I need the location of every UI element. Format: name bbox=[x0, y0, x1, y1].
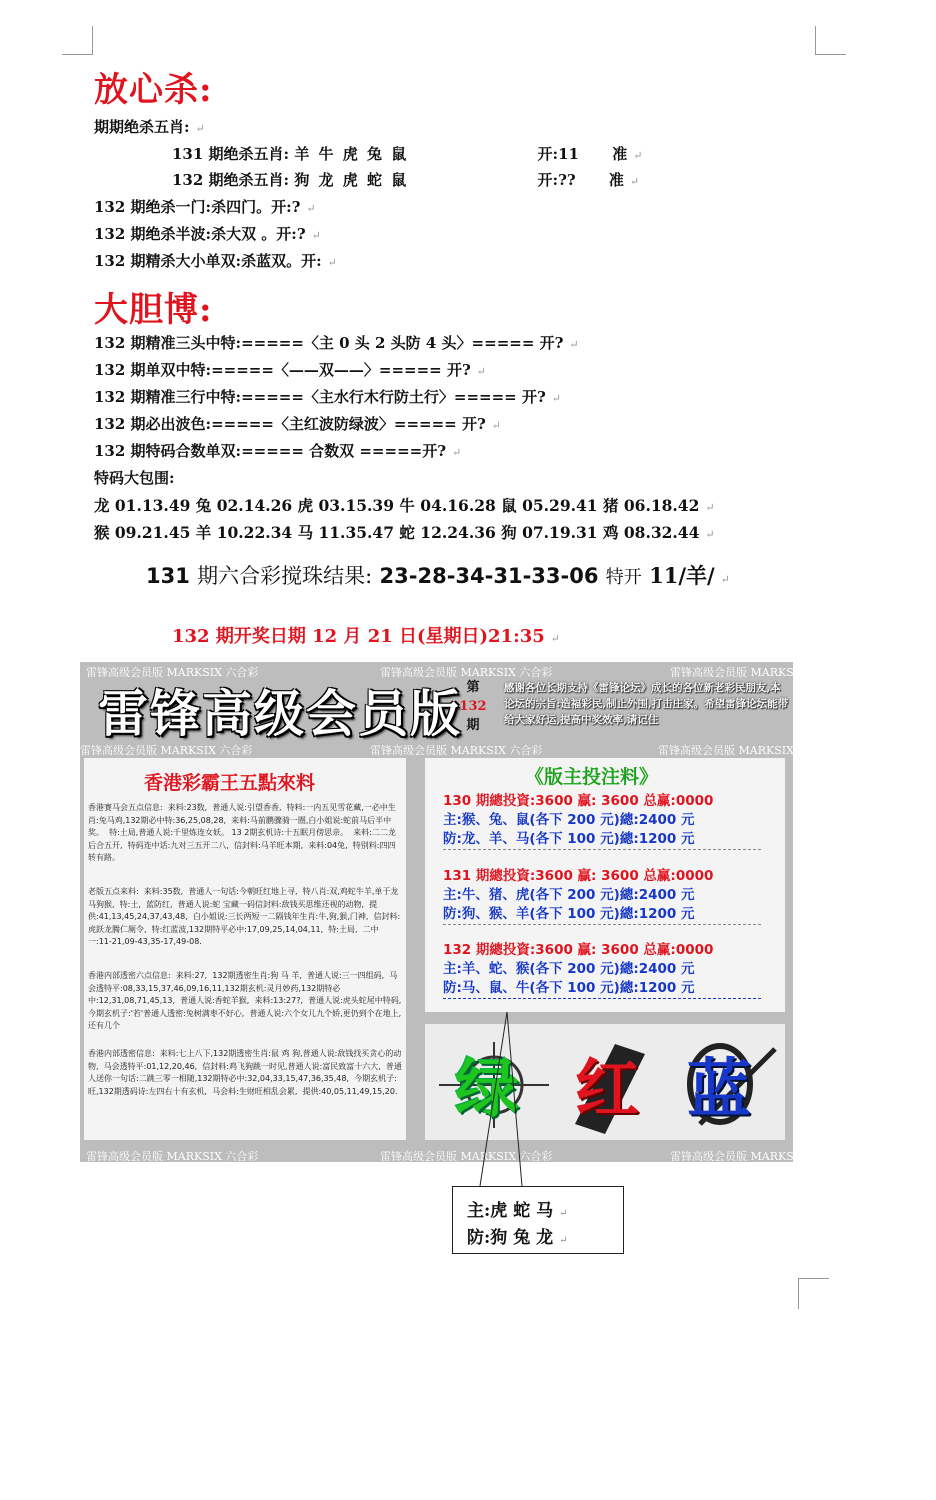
kill-bigsmall-line: 132 期精杀大小单双:杀蓝双。开: ↵ bbox=[94, 252, 337, 270]
left-text-block: 香港内部透密信息: 来料:七上八下,132期透密生肖:鼠 鸡 狗,普通人说:敌钱找买贪心的动物, 马会透特平:01,12,20,46, 信封料:鸡飞狗跳一时见,普通人说:富民致富十六大, 普通人送你一句话:二跳三零一相随,132期特必中:32,04,33,15,47,36,35,48, 今期玄机子:旺,132期透码诗:左四右十有玄机, 马会料:生财旺相乱会累, 提供:40,05,11,49,15,20. bbox=[88, 1049, 402, 1096]
wrap-title: 特码大包围: bbox=[94, 469, 175, 487]
kill-five-132: 132 期绝杀五肖: 狗 龙 虎 蛇 鼠 开:?? 准 ↵ bbox=[172, 171, 640, 189]
bold-bet-line: 132 期特码合数单双:===== 合数双 =====开? ↵ bbox=[94, 442, 462, 460]
block-fang-130: 防:龙、羊、马(各下 100 元)總:1200 元 bbox=[443, 831, 695, 847]
block-header-132: 132 期總投資:3600 贏: 3600 总赢:0000 bbox=[443, 942, 714, 958]
zodiac-row-2: 猴 09.21.45 羊 10.22.34 马 11.35.47 蛇 12.24.36 狗 07.19.31 鸡 08.32.44 ↵ bbox=[94, 523, 715, 542]
left-text-block: 香港赛马会五点信息: 来料:23数, 普通人说:引望香香, 特料:一内五见雪花藏,一必中生肖:兔马鸡,132期必中特:36,25,08,28, 来料:马前鹏骤骑一圈,白小姐说:蛇前马后半中奖。 特:土局,普通人说:千里炼连女妖。 13 2期玄机诗:十五眠月傍思亲。 来料:二二龙后合五开, 特码连中话:九对三五开二八, 信封料:马羊旺本期, 来料:04兔, 特别料:四四转有路。 bbox=[88, 803, 396, 862]
kill-halfwave-line: 132 期绝杀半波:杀大双 。开:? ↵ bbox=[94, 225, 321, 243]
intro-line: 期期绝杀五肖: ↵ bbox=[94, 118, 205, 136]
bold-bet-line: 132 期单双中特:=====〈——双——〉===== 开? ↵ bbox=[94, 361, 486, 379]
callout-fang: 防:狗 兔 龙 ↵ bbox=[467, 1228, 568, 1248]
section-title-dadanbo: 大胆博: bbox=[94, 290, 213, 330]
callout-main: 主:虎 蛇 马 ↵ bbox=[467, 1201, 568, 1221]
block-main-130: 主:猴、兔、鼠(各下 200 元)總:2400 元 bbox=[443, 812, 695, 828]
block-header-131: 131 期總投資:3600 贏: 3600 总赢:0000 bbox=[443, 868, 714, 884]
block-fang-132: 防:马、鼠、牛(各下 100 元)總:1200 元 bbox=[443, 980, 695, 996]
result-line: 131 期六合彩搅珠结果: 23-28-34-31-33-06 特开 11/羊/ ↵ bbox=[146, 563, 730, 588]
poster-title: 雷锋高级会员版 bbox=[98, 684, 462, 743]
watermark-bottom: 雷锋高级会员版 MARKSIX 六合彩 bbox=[86, 1150, 259, 1163]
watermark-top: 雷锋高级会员版 MARKSIX 六合彩 bbox=[86, 666, 259, 679]
kill-men-line: 132 期绝杀一门:杀四门。开:? ↵ bbox=[94, 198, 316, 216]
block-fang-131: 防:狗、猴、羊(各下 100 元)總:1200 元 bbox=[443, 906, 695, 922]
green-wave-char: 绿 bbox=[455, 1052, 519, 1127]
left-text-block: 老版五点来料: 来料:35数, 普通人一句话:今朝旺红地上寻, 特八肖:双,鸡蛇牛羊,单于龙马狗猴, 特:土, 蓝防红, 普通人说:蛇 宝藏一码信封料:敌钱买思维还视的动物, 提供:41,13,45,24,37,43,48, 白小姐说:三长两短一二隔钱年生肖:牛,狗,猴,门神, 信封料:虎跃龙腾仁厕令, 特:红蓝波,132期特平必中:17,09,25,14,04,11, 特:土局, 二中一:11-21,09-43,35-17,49-08. bbox=[88, 887, 401, 946]
bold-bet-line: 132 期必出波色:=====〈主红波防绿波〉===== 开? ↵ bbox=[94, 415, 501, 433]
bold-bet-line: 132 期精准三头中特:=====〈主 0 头 2 头防 4 头〉===== 开? ↵ bbox=[94, 334, 579, 352]
watermark-mid: 雷锋高级会员版 MARKSIX 六合彩 bbox=[80, 744, 253, 757]
right-heading: 《版主投注料》 bbox=[525, 766, 659, 788]
watermark-mid: 雷锋高级会员版 MARKSIX 六合彩 bbox=[370, 744, 543, 757]
blue-wave-char: 蓝 bbox=[687, 1052, 751, 1127]
block-main-131: 主:牛、猪、虎(各下 200 元)總:2400 元 bbox=[443, 887, 695, 903]
draw-date: 132 期开奖日期 12 月 21 日(星期日)21:35 ↵ bbox=[172, 626, 560, 647]
callout-box bbox=[452, 1186, 624, 1254]
kill-five-131: 131 期绝杀五肖: 羊 牛 虎 兔 鼠 开:11 准 ↵ bbox=[172, 145, 643, 163]
watermark-top: 雷锋高级会员版 MARKSIX 六合彩 bbox=[380, 666, 553, 679]
left-heading: 香港彩霸王五點來料 bbox=[144, 772, 316, 794]
watermark-bottom: 雷锋高级会员版 MARKSIX 六合彩 bbox=[670, 1150, 843, 1163]
issue-badge: 第 132 期 bbox=[459, 680, 487, 733]
zodiac-row-1: 龙 01.13.49 兔 02.14.26 虎 03.15.39 牛 04.16.28 鼠 05.29.41 猪 06.18.42 ↵ bbox=[94, 496, 715, 515]
bold-bet-line: 132 期精准三行中特:=====〈主水行木行防土行〉===== 开? ↵ bbox=[94, 388, 561, 406]
notice-text: 感谢各位长期支持《雷锋论坛》成长的各位新老彩民朋友,本论坛的宗旨:造福彩民,制止外围,打击庄家。希望雷锋论坛能带给大家好运,提高中奖效率,请记住 bbox=[504, 682, 789, 726]
block-main-132: 主:羊、蛇、猴(各下 200 元)總:2400 元 bbox=[443, 961, 695, 977]
watermark-top: 雷锋高级会员版 MARKSIX 六合彩 bbox=[670, 666, 843, 679]
watermark-bottom: 雷锋高级会员版 MARKSIX 六合彩 bbox=[380, 1150, 553, 1163]
watermark-mid: 雷锋高级会员版 MARKSIX 六合彩 bbox=[658, 744, 831, 757]
block-header-130: 130 期總投資:3600 贏: 3600 总赢:0000 bbox=[443, 793, 714, 809]
left-text-block: 香港内部透密六点信息: 来料:27, 132期透密生肖:狗 马 羊, 普通人说:三一四组码, 马会透特平:08,33,15,37,46,09,16,11,132期玄机:灵月妙药,132期特必中:12,31,08,71,45,13, 普通人说:香蛇羊猴, 来料:13:27?, 普通人说:虎头蛇尾中特码,今期玄机子:'若'普通人透密:兔树满枣不好心, 普通人说:六个女儿九个娇,更仍到个在地上,还有几个 bbox=[88, 971, 402, 1030]
red-wave-char: 红 bbox=[575, 1052, 639, 1127]
section-title-fangxinsha: 放心杀: bbox=[94, 70, 213, 110]
